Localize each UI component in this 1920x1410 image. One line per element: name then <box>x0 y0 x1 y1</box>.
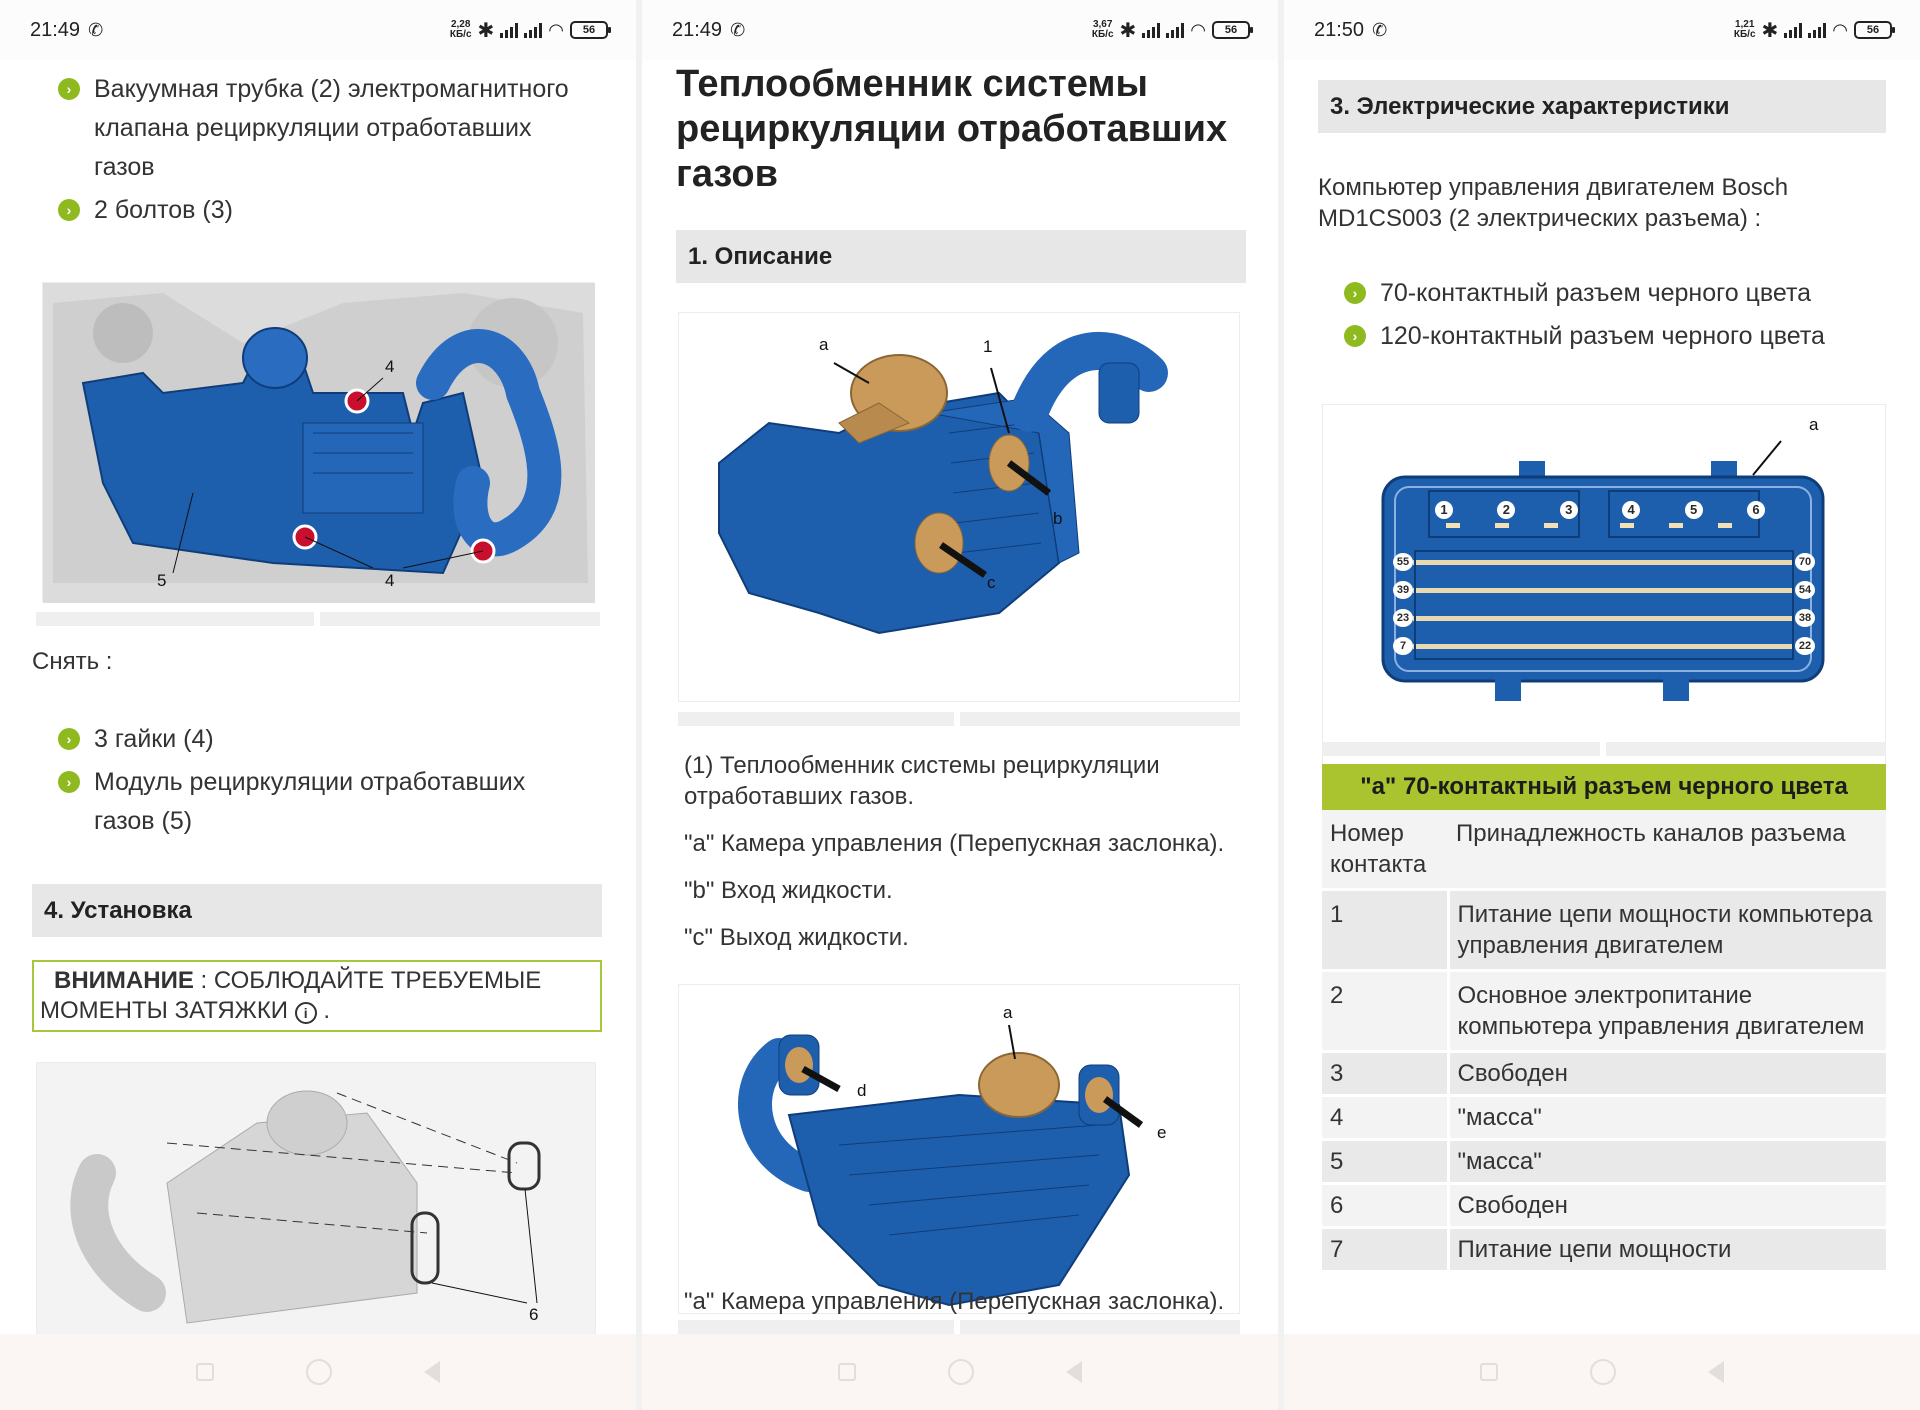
figure-footer <box>960 712 1240 726</box>
egr-module-diagram <box>43 283 595 603</box>
figure-footer <box>1322 742 1600 756</box>
pin-numbers-right: 70 54 38 22 <box>1795 553 1815 655</box>
page-content <box>0 60 636 1334</box>
callout-label: d <box>857 1081 867 1100</box>
nav-bar <box>0 1334 636 1410</box>
wifi-icon: ◠ <box>548 19 564 40</box>
section-heading: 3. Электрические характеристики <box>1318 80 1886 133</box>
viber-icon: ✆ <box>88 19 104 40</box>
wifi-icon: ◠ <box>1832 19 1848 40</box>
signal-icon-2 <box>1166 22 1184 38</box>
recent-apps-button[interactable] <box>196 1363 214 1381</box>
status-bar <box>642 0 1278 60</box>
table-row: 6 Свободен <box>1322 1184 1886 1228</box>
list-item: › 120-контактный разъем черного цвета <box>1344 317 1884 356</box>
callout-label: b <box>1053 509 1063 528</box>
signal-icon-2 <box>1808 22 1826 38</box>
back-button[interactable] <box>424 1361 440 1383</box>
caption: "a" Камера управления (Перепускная заслонка). <box>684 1288 1225 1315</box>
callout-label: 4 <box>385 571 395 590</box>
bluetooth-icon: ✱ <box>477 19 495 42</box>
viber-icon: ✆ <box>730 19 746 40</box>
figure-footer <box>678 712 954 726</box>
bluetooth-icon: ✱ <box>1119 19 1137 42</box>
caption: "a" Камера управления (Перепускная заслонка). <box>684 830 1225 857</box>
list-item: › 2 болтов (3) <box>58 191 578 230</box>
signal-icon <box>1142 22 1160 38</box>
column-header: Номер контакта <box>1330 820 1427 878</box>
callout-label: c <box>987 573 996 592</box>
net-speed: 1,21 КБ/с <box>1733 19 1756 40</box>
list-item: › 3 гайки (4) <box>58 720 578 759</box>
connector-figure[interactable] <box>1322 404 1886 796</box>
figure-footer <box>36 612 314 626</box>
chevron-right-icon: › <box>58 771 80 793</box>
figure-footer <box>678 1320 954 1334</box>
battery-icon: 56 <box>1854 21 1892 39</box>
table-title: "a" 70-контактный разъем черного цвета <box>1322 764 1886 810</box>
status-time: 21:49 <box>30 18 81 41</box>
warning-label: ВНИМАНИЕ <box>54 967 194 994</box>
caption: (1) Теплообменник системы рециркуляции отработавших газов. <box>684 752 1160 810</box>
heat-exchanger-diagram-2 <box>679 985 1241 1315</box>
nav-bar <box>642 1334 1278 1410</box>
intro-text: Компьютер управления двигателем Bosch MD1CS003 (2 электрических разъема) : <box>1318 174 1789 232</box>
bluetooth-icon: ✱ <box>1761 19 1779 42</box>
list-item: › Вакуумная трубка (2) электромагнитного клапана рециркуляции отработавших газов <box>58 70 578 187</box>
pin-numbers-left: 55 39 23 7 <box>1393 553 1413 655</box>
caption: "c" Выход жидкости. <box>684 924 909 951</box>
screen-2 <box>642 0 1278 1410</box>
figure-footer <box>960 1320 1240 1334</box>
signal-icon <box>500 22 518 38</box>
warning-box: ВНИМАНИЕ : СОБЛЮДАЙТЕ ТРЕБУЕМЫЕ МОМЕНТЫ ЗАТЯЖКИ i . <box>32 960 602 1032</box>
chevron-right-icon: › <box>1344 282 1366 304</box>
section-heading: 1. Описание <box>676 230 1246 283</box>
callout-label: a <box>819 335 829 354</box>
home-button[interactable] <box>306 1359 332 1385</box>
net-speed: 3,67 КБ/с <box>1091 19 1114 40</box>
caption: "b" Вход жидкости. <box>684 877 893 904</box>
chevron-right-icon: › <box>58 728 80 750</box>
table-header-row <box>1322 810 1886 890</box>
installation-diagram <box>37 1063 597 1334</box>
warning-text: : СОБЛЮДАЙТЕ ТРЕБУЕМЫЕ МОМЕНТЫ ЗАТЯЖКИ <box>40 967 542 1024</box>
page-content <box>642 60 1278 1334</box>
figure-footer <box>320 612 600 626</box>
pin-assignment-table <box>1322 810 1886 1270</box>
table-row: 1 Питание цепи мощности компьютера управления двигателем <box>1322 890 1886 971</box>
callout-label: 6 <box>529 1305 539 1324</box>
table-row: 7 Питание цепи мощности <box>1322 1228 1886 1271</box>
status-bar <box>1284 0 1920 60</box>
chevron-right-icon: › <box>1344 325 1366 347</box>
nav-bar <box>1284 1334 1920 1410</box>
recent-apps-button[interactable] <box>838 1363 856 1381</box>
signal-icon-2 <box>524 22 542 38</box>
back-button[interactable] <box>1708 1361 1724 1383</box>
net-speed: 2,28 КБ/с <box>449 19 472 40</box>
recent-apps-button[interactable] <box>1480 1363 1498 1381</box>
column-header: Принадлежность каналов разъема <box>1456 820 1846 847</box>
list-item: › 70-контактный разъем черного цвета <box>1344 274 1884 313</box>
info-icon[interactable]: i <box>295 1002 317 1024</box>
status-bar <box>0 0 636 60</box>
heat-exchanger-figure-2[interactable] <box>678 984 1240 1314</box>
table-row: 3 Свободен <box>1322 1052 1886 1096</box>
status-time: 21:50 <box>1314 18 1365 41</box>
callout-label: 4 <box>385 357 395 376</box>
heat-exchanger-diagram <box>679 313 1241 703</box>
table-row: 4 "масса" <box>1322 1096 1886 1140</box>
battery-icon: 56 <box>570 21 608 39</box>
callout-label: a <box>1003 1003 1013 1022</box>
viber-icon: ✆ <box>1372 19 1388 40</box>
back-button[interactable] <box>1066 1361 1082 1383</box>
callout-label: 1 <box>983 337 993 356</box>
battery-icon: 56 <box>1212 21 1250 39</box>
remove-label: Снять : <box>32 648 113 675</box>
pin-table <box>1322 764 1886 1270</box>
section-heading: 4. Установка <box>32 884 602 937</box>
pin-numbers-top: 1 2 3 4 5 6 <box>1435 501 1765 519</box>
heat-exchanger-figure[interactable] <box>678 312 1240 702</box>
table-row: 5 "масса" <box>1322 1140 1886 1184</box>
callout-label: e <box>1157 1123 1167 1142</box>
signal-icon <box>1784 22 1802 38</box>
installation-figure[interactable] <box>36 1062 596 1334</box>
home-button[interactable] <box>948 1359 974 1385</box>
wifi-icon: ◠ <box>1190 19 1206 40</box>
screen-1 <box>0 0 636 1410</box>
chevron-right-icon: › <box>58 78 80 100</box>
figure-footer <box>1606 742 1886 756</box>
list-item: › Модуль рециркуляции отработавших газов (5) <box>58 763 578 841</box>
callout-label: a <box>1809 415 1819 434</box>
callout-label: 5 <box>157 571 167 590</box>
table-row: 2 Основное электропитание компьютера управления двигателем <box>1322 971 1886 1052</box>
egr-module-figure[interactable] <box>42 282 594 602</box>
chevron-right-icon: › <box>58 199 80 221</box>
home-button[interactable] <box>1590 1359 1616 1385</box>
page-content <box>1284 60 1920 1334</box>
screen-3 <box>1284 0 1920 1410</box>
page-title: Теплообменник системы рециркуляции отработавших газов <box>676 63 1228 195</box>
status-time: 21:49 <box>672 18 723 41</box>
